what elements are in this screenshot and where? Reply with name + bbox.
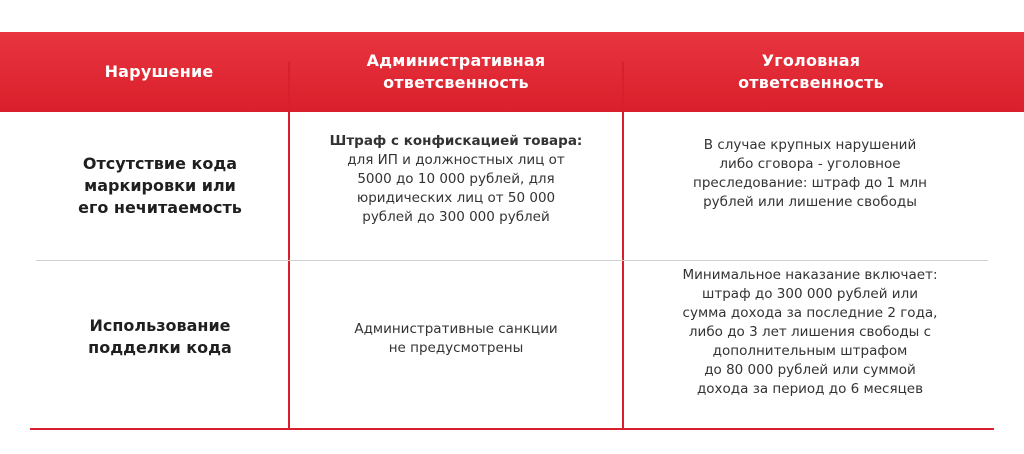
criminal-line: либо сговора - уголовное <box>719 156 901 172</box>
criminal-line: дополнительным штрафом <box>712 342 908 359</box>
criminal-line: рублей или лишение свободы <box>703 194 917 210</box>
column-divider <box>288 62 290 430</box>
table-row-1-criminal <box>628 112 992 260</box>
criminal-line: дохода за период до 6 месяцев <box>696 380 924 397</box>
header-administrative <box>290 32 622 112</box>
criminal-line: Минимальное наказание включает: <box>682 266 938 283</box>
administrative-line: для ИП и должностных лиц от <box>347 151 565 168</box>
header-administrative-line: Административная <box>366 51 546 70</box>
table-row-1-administrative <box>295 112 617 260</box>
table-row-2-criminal <box>628 262 992 426</box>
header-criminal-line: Уголовная <box>761 51 861 70</box>
table-row-2-administrative <box>295 262 617 426</box>
administrative-line: 5000 до 10 000 рублей, для <box>357 170 555 187</box>
table-row-2-violation <box>40 262 280 426</box>
administrative-bold-line: Штраф с конфискацией товара: <box>329 132 583 149</box>
table-bottom-border <box>30 428 994 430</box>
header-administrative-line: ответсвенность <box>383 73 529 92</box>
table-row-1-violation <box>40 112 280 260</box>
column-divider <box>622 62 624 430</box>
criminal-line: до 80 000 рублей или суммой <box>704 361 916 378</box>
violation-line: подделки кода <box>88 338 232 357</box>
header-violation-line: Нарушение <box>104 62 214 81</box>
administrative-line: Административные санкции <box>354 321 558 337</box>
violation-line: Использование <box>89 316 231 335</box>
administrative-line: не предусмотрены <box>388 340 524 356</box>
violation-line: Отсутствие кода <box>82 154 238 173</box>
administrative-line: рублей до 300 000 рублей <box>362 208 550 225</box>
violation-line: маркировки или <box>84 176 236 195</box>
header-violation <box>30 32 288 112</box>
criminal-line: преследование: штраф до 1 млн <box>693 175 927 191</box>
administrative-line: юридических лиц от 50 000 <box>356 189 556 206</box>
criminal-line: В случае крупных нарушений <box>703 137 917 153</box>
header-criminal <box>624 32 998 112</box>
violation-line: его нечитаемость <box>78 198 242 217</box>
criminal-line: сумма дохода за последние 2 года, <box>682 304 938 321</box>
criminal-line: либо до 3 лет лишения свободы с <box>688 323 932 340</box>
row-divider <box>36 260 988 261</box>
header-criminal-line: ответсвенность <box>738 73 884 92</box>
criminal-line: штраф до 300 000 рублей или <box>702 285 918 302</box>
